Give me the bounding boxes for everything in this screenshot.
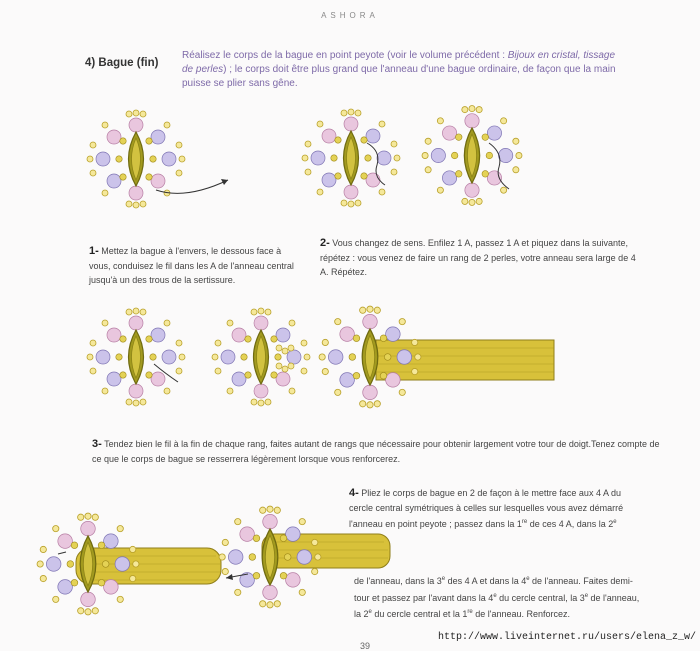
step-4-text-d: des 4 A et dans la 4 xyxy=(445,576,527,586)
step-3-number: 3- xyxy=(92,438,102,450)
step-4-text-h: du cercle central et la 1 xyxy=(371,609,468,619)
step-2-number: 2- xyxy=(320,237,330,249)
page-number: 39 xyxy=(360,641,371,651)
step-1-number: 1- xyxy=(89,245,99,257)
figure-step-2b xyxy=(421,93,531,220)
step-4-sup-1: re xyxy=(521,519,528,525)
step-4-sup-2: e xyxy=(613,519,617,525)
step-4-sup-3: e xyxy=(441,576,446,582)
step-1-text: Mettez la bague à l'envers, le dessous face à vous, conduisez le fil dans les A de l'anneau central jusqu'à un des trous de la sertissure. xyxy=(89,246,294,285)
step-4-text-c: de l'anneau, dans la 3 xyxy=(354,576,442,586)
running-header: ASHORA xyxy=(321,11,379,20)
step-4-number: 4- xyxy=(349,487,359,499)
section-intro xyxy=(182,49,626,91)
step-4-sup-8: re xyxy=(467,609,473,615)
step-4-text-e: de l'anneau. Faites demi-tour et passez par l'avant dans la 4 xyxy=(354,576,633,603)
step-4-text-f: du cercle central, la 3 xyxy=(496,592,585,603)
step-2-caption xyxy=(320,236,642,280)
section-title: 4) Bague (fin) xyxy=(85,57,159,69)
intro-part-1: Réalisez le corps de la bague en point peyote (voir le volume précédent : xyxy=(182,50,508,61)
figure-step-2a xyxy=(301,98,406,220)
step-4-caption-top xyxy=(349,486,641,532)
figure-step-4a xyxy=(36,494,226,634)
figure-step-3c xyxy=(318,292,558,424)
figure-step-3a xyxy=(86,296,190,420)
source-url-link[interactable]: http://www.liveinternet.ru/users/elena_z_w/ xyxy=(437,632,696,643)
step-4-text-a: Pliez le corps de bague en 2 de façon à le mettre face aux 4 A du cercle central symétriques à celles sur lesquelles vous avez démarré l'anneau en point peyote ; passez dans la 1 xyxy=(349,488,624,529)
step-3-caption xyxy=(92,437,666,466)
step-1-caption xyxy=(89,244,305,288)
step-4-text-b: de ces 4 A, dans la 2 xyxy=(527,519,614,529)
step-4-caption-bottom xyxy=(354,572,642,622)
step-4-sup-7: e xyxy=(368,609,372,615)
step-3-text: Tendez bien le fil à la fin de chaque rang, faites autant de rangs que nécessaire pour obtenir largement votre tour de doigt.Tenez compte de ce que le corps de bague se resserrera légèrement lorsque vous renforcerez. xyxy=(92,439,660,464)
intro-part-2: ) ; le corps doit être plus grand que l'anneau d'une bague ordinaire, de façon que la main puisse se plier sans gêne. xyxy=(182,64,616,89)
step-4-sup-5: e xyxy=(493,592,497,599)
figure-step-3b xyxy=(211,296,317,420)
intro-book-title: Bijoux en cristal, tissage de perles xyxy=(182,50,616,75)
step-2-text: Vous changez de sens. Enfilez 1 A, passez 1 A et piquez dans la suivante, répétez : vous venez de faire un rang de 2 perles, votre anneau sera large de 4 A. Répétez. xyxy=(320,238,636,277)
step-4-sup-6: e xyxy=(584,592,589,599)
figure-step-1 xyxy=(86,100,236,220)
step-4-text-g: de l'anneau, la 2 xyxy=(354,592,640,619)
step-4-text-i: de l'anneau. Renforcez. xyxy=(472,609,571,619)
step-4-sup-4: e xyxy=(526,576,530,582)
